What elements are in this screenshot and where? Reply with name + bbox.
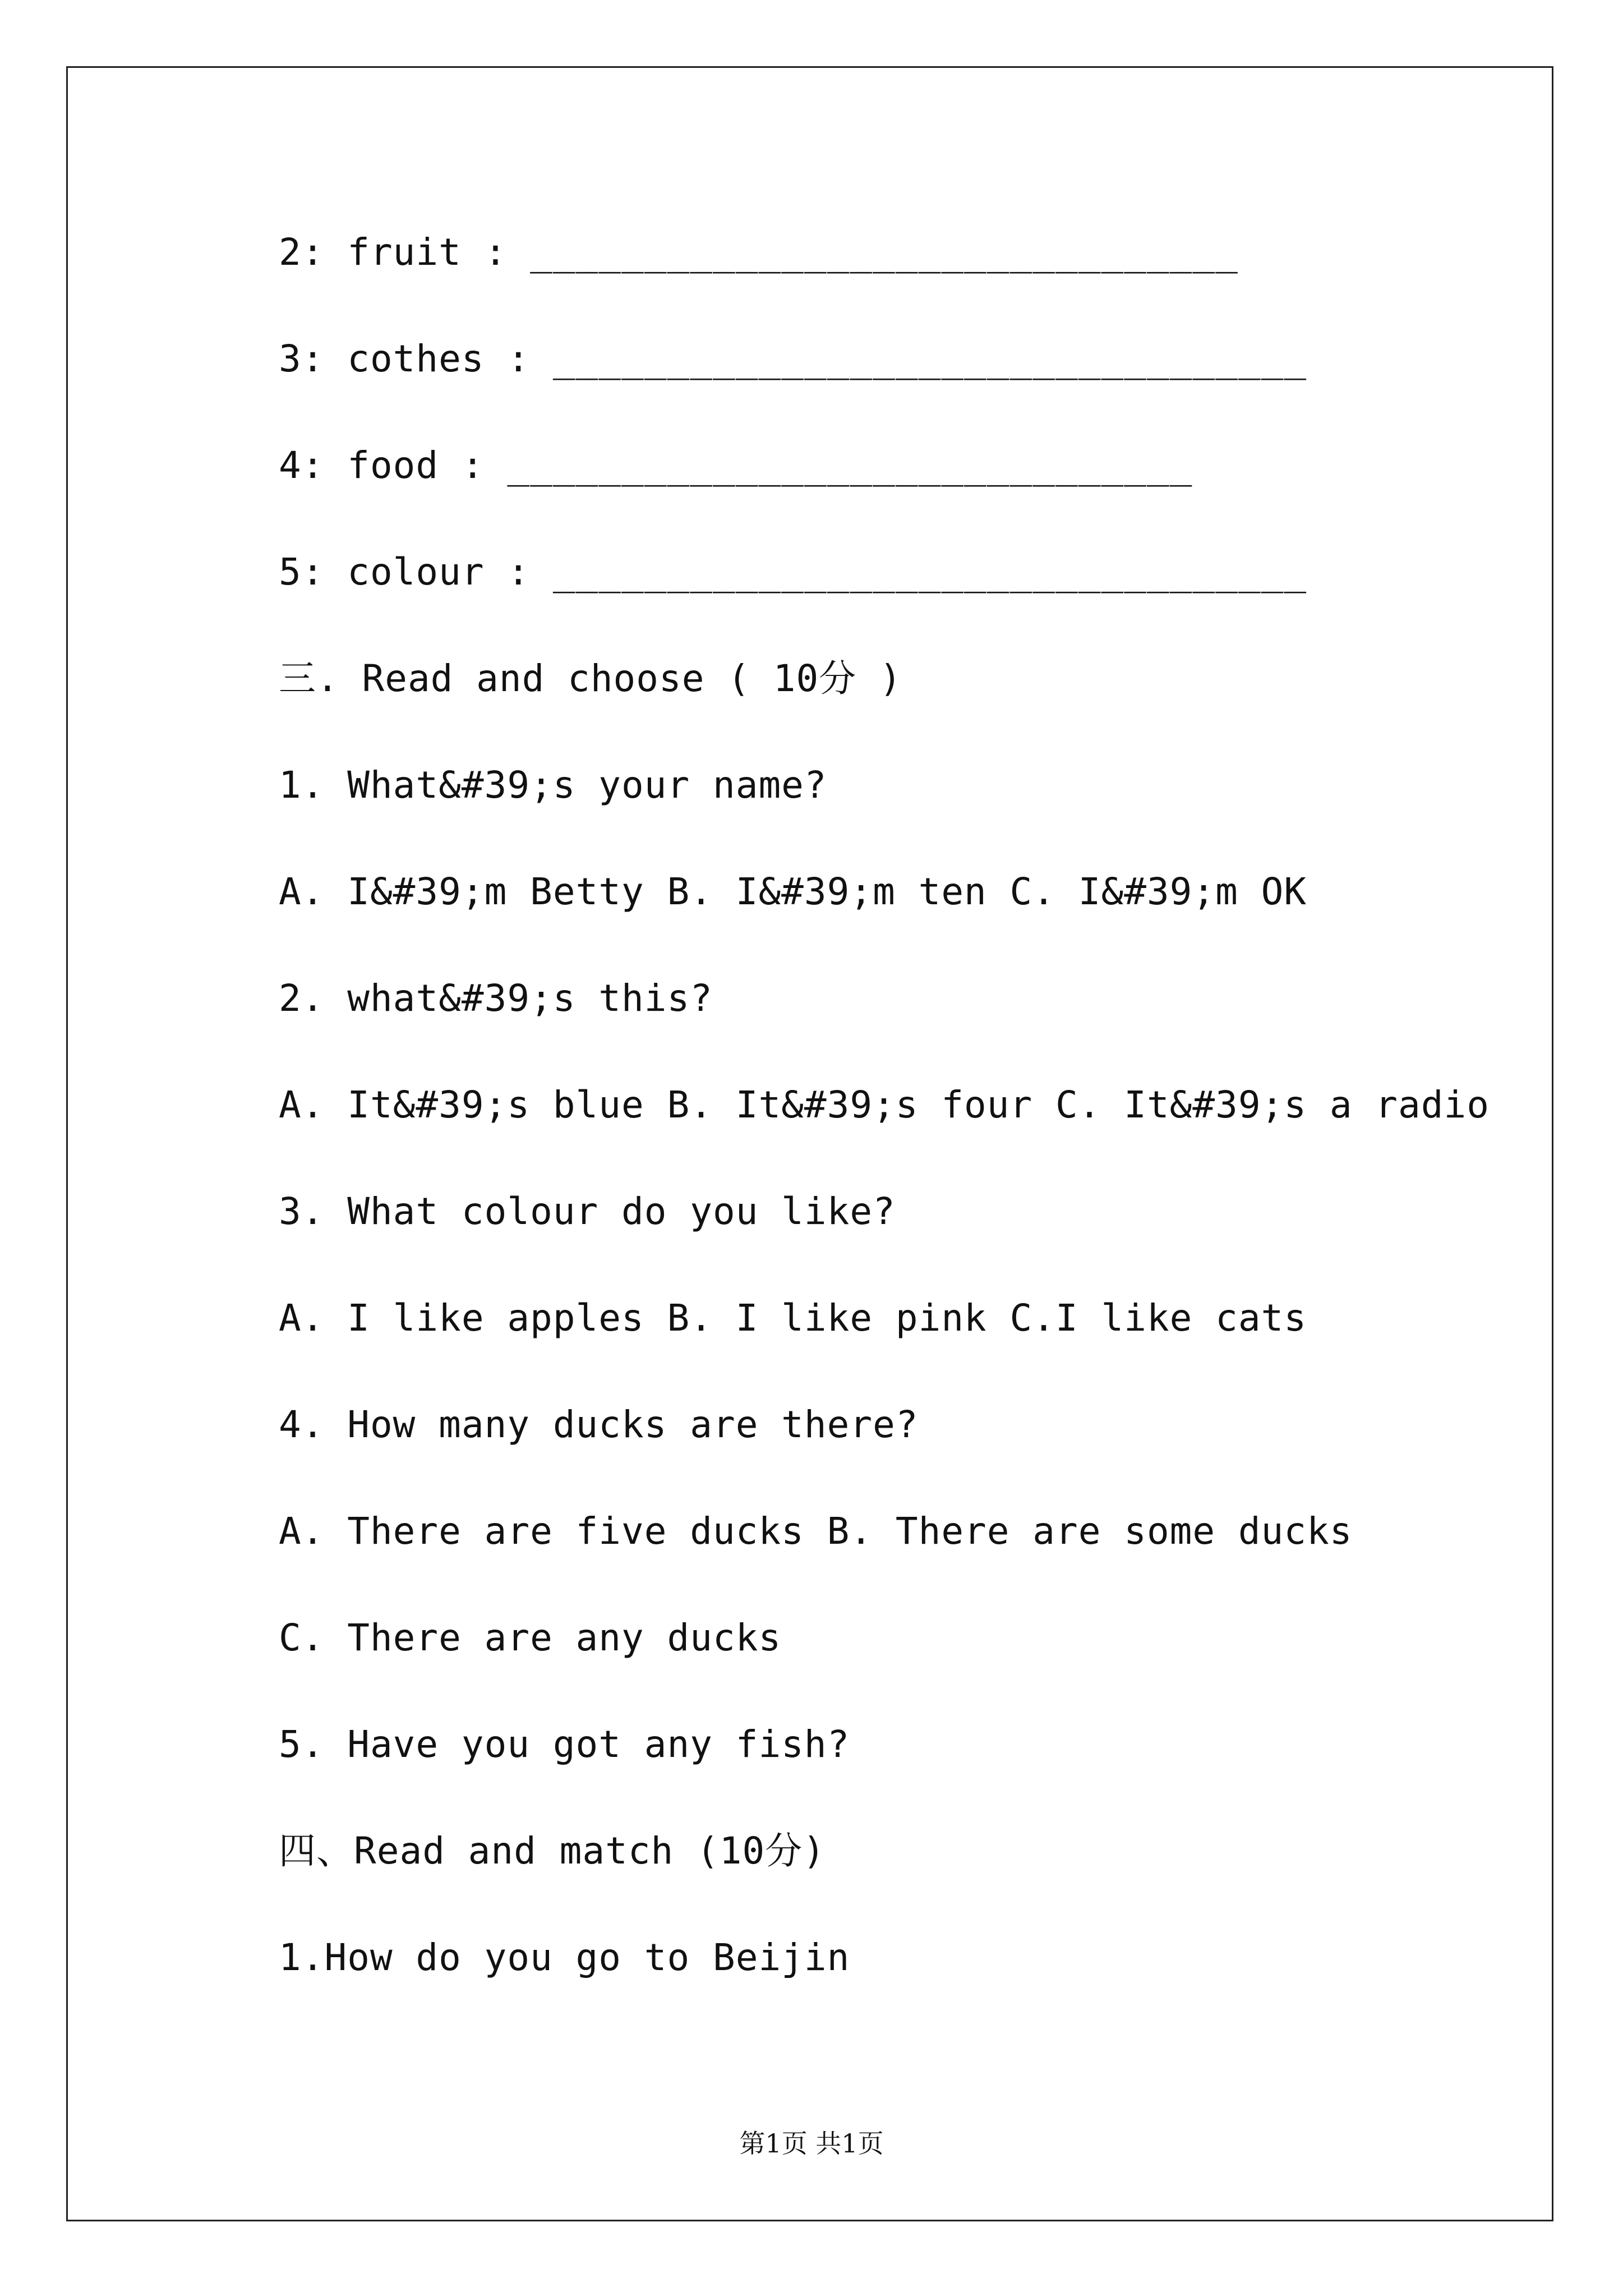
question-4-option-c: C. There are any ducks <box>279 1616 782 1659</box>
question-3-options: A. I like apples B. I like pink C.I like cats <box>279 1296 1307 1340</box>
section-heading-read-and-match: 四、Read and match (10分) <box>279 1829 826 1872</box>
fill-in-line-colour: 5: colour : _________________________________ <box>279 550 1307 593</box>
fill-in-line-food: 4: food : ______________________________ <box>279 444 1193 487</box>
question-5: 5. Have you got any fish? <box>279 1723 850 1766</box>
fill-in-line-clothes: 3: cothes : _________________________________ <box>279 337 1307 380</box>
question-2: 2. what&#39;s this? <box>279 977 713 1020</box>
fill-in-line-fruit: 2: fruit : _______________________________ <box>279 231 1238 274</box>
document-body <box>279 219 1490 2031</box>
question-1-options: A. I&#39;m Betty B. I&#39;m ten C. I&#39;m OK <box>279 870 1307 913</box>
page-footer: 第1页 共1页 <box>739 2128 884 2159</box>
question-1: 1. What&#39;s your name? <box>279 763 827 807</box>
match-item-1: 1.How do you go to Beijin <box>279 1936 850 1979</box>
question-2-options: A. It&#39;s blue B. It&#39;s four C. It&#39;s a radio <box>279 1083 1490 1126</box>
section-heading-read-and-choose: 三. Read and choose ( 10分 ) <box>279 657 902 700</box>
question-4: 4. How many ducks are there? <box>279 1403 919 1446</box>
question-4-options-ab: A. There are five ducks B. There are some ducks <box>279 1510 1353 1553</box>
question-3: 3. What colour do you like? <box>279 1190 896 1233</box>
